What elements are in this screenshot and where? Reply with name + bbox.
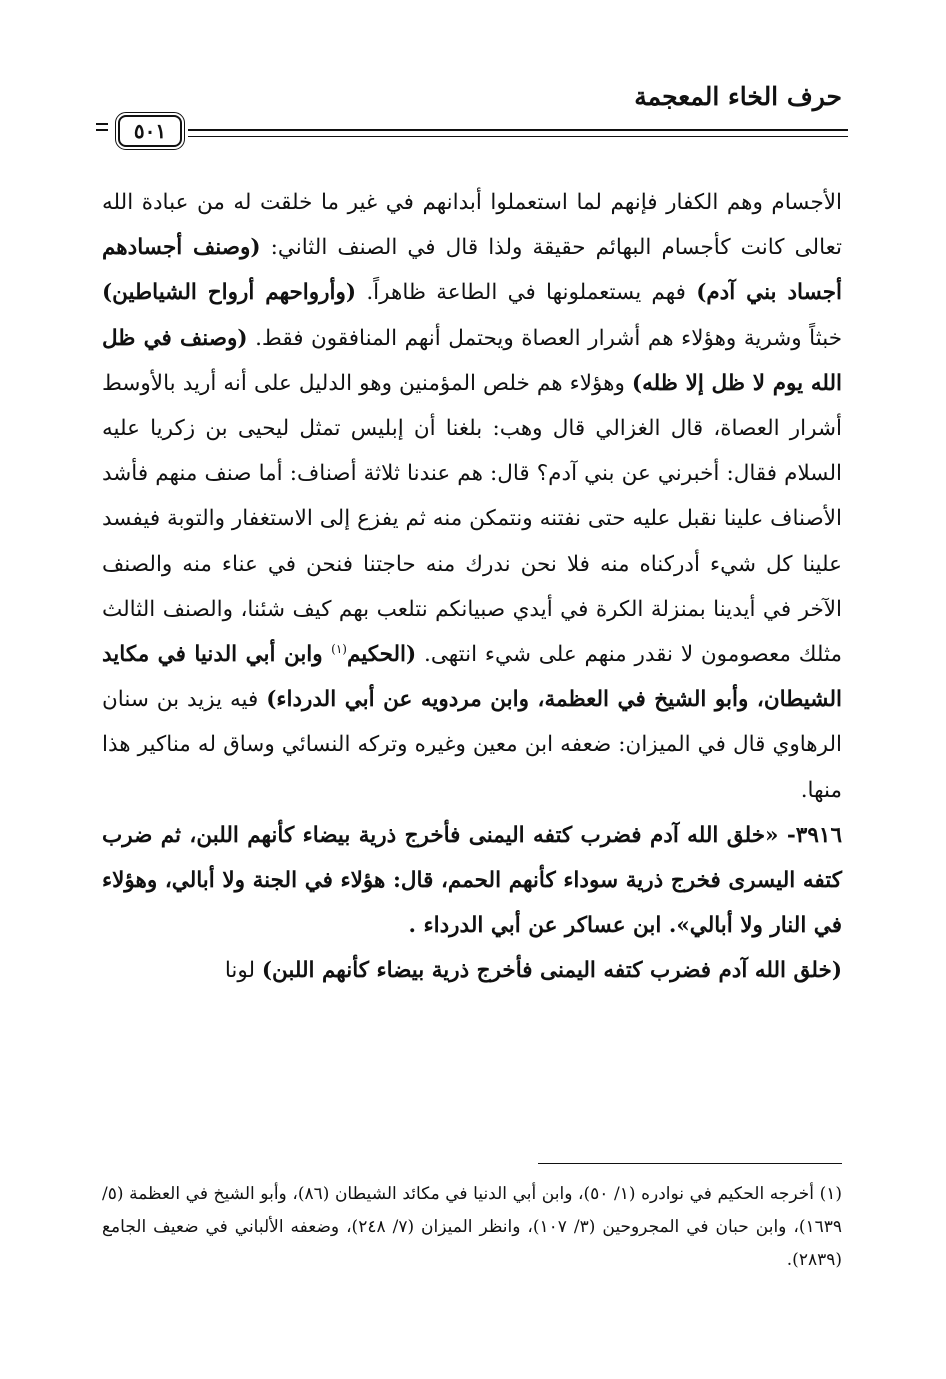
- footnote-separator: [538, 1163, 842, 1164]
- quoted-phrase: (خلق الله آدم فضرب كتفه اليمنى فأخرج ذرية بيضاء كأنهم اللبن): [261, 958, 842, 984]
- commentary-paragraph: [102, 180, 842, 813]
- source-citation: وابن أبي الدنيا في مكايد الشيطان، وأبو الشيخ في العظمة، وابن مردويه عن أبي الدرداء): [102, 642, 842, 713]
- source-citation: (الحكيم: [346, 642, 417, 668]
- double-rule-line: [188, 129, 848, 137]
- text-run: الأجسام وهم الكفار فإنهم لما استعملوا أبدانهم في غير ما خلقت له من عبادة الله تعالى كانت كأجسام البهائم حقيقة ولذا قال في الصنف الثاني:: [102, 190, 842, 261]
- footnote-reference[interactable]: (١): [331, 641, 347, 656]
- footnote: (١) أخرجه الحكيم في نوادره (١/ ٥٠)، وابن أبي الدنيا في مكائد الشيطان (٨٦)، وأبو الشيخ في العظمة (٥/ ١٦٣٩)، وابن حبان في المجروحين (٣/ ١٠٧)، وانظر الميزان (٧/ ٢٤٨)، وضعفه الألباني في ضعيف الجامع (٢٨٣٩).: [102, 1184, 842, 1270]
- page-number: ٥٠١: [118, 115, 182, 147]
- text-run: فيه يزيد بن سنان الرهاوي قال في الميزان: ضعفه ابن معين وغيره وتركه النسائي وساق له مناكير هذا منها.: [102, 687, 842, 803]
- hadith-entry: ٣٩١٦- «خلق الله آدم فضرب كتفه اليمنى فأخرج ذرية بيضاء كأنهم اللبن، ثم ضرب كتفه اليسرى فخرج ذرية سوداء كأنهم الحمم، قال: هؤلاء في الجنة ولا أبالي، وهؤلاء في النار ولا أبالي». ابن عساكر عن أبي الدرداء .: [102, 822, 842, 939]
- quoted-phrase: (وصنف في ظل الله يوم لا ظل إلا ظله): [102, 325, 842, 396]
- quoted-phrase: (وأرواحهم أرواح الشياطين): [102, 280, 357, 306]
- text-run: لونا: [224, 958, 262, 984]
- main-text: [102, 180, 842, 994]
- text-run: وهؤلاء هم خلص المؤمنين وهو الدليل على أنه أريد بالأوسط أشرار العصاة، قال الغزالي قال وهب: بلغنا أن إبليس تمثل ليحيى بن زكريا عليه السلام فقال: أخبرني عن بني آدم؟ قال: هم عندنا ثلاثة أصناف: أما صنف منهم فأشد الأصناف علينا نقبل عليه حتى نفتنه ونتمكن منه ثم يفزع إلى الاستغفار والتوبة فيفسد علينا كل شيء أدركناه منه فلا نحن ندرك منه حاجتنا فنحن في عناء منه والصنف الآخر في أيدينا بمنزلة الكرة في أيدي صبيانكم نتلعب بهم كيف شئنا، والصنف الثالث مثلك معصومون لا نقدر منهم على شيء انتهى.: [102, 370, 842, 668]
- quoted-phrase: (وصنف أجسادهم أجساد بني آدم): [102, 235, 843, 306]
- commentary-paragraph: [102, 948, 842, 993]
- text-run: فهم يستعملونها في الطاعة ظاهراً.: [356, 280, 697, 306]
- running-header: حرف الخاء المعجمة: [634, 82, 842, 111]
- header-rule: [96, 113, 848, 153]
- text-run: خبثاً وشرية وهؤلاء هم أشرار العصاة ويحتمل أنهم المنافقون فقط.: [247, 325, 842, 351]
- rule-end-mark: [96, 123, 108, 131]
